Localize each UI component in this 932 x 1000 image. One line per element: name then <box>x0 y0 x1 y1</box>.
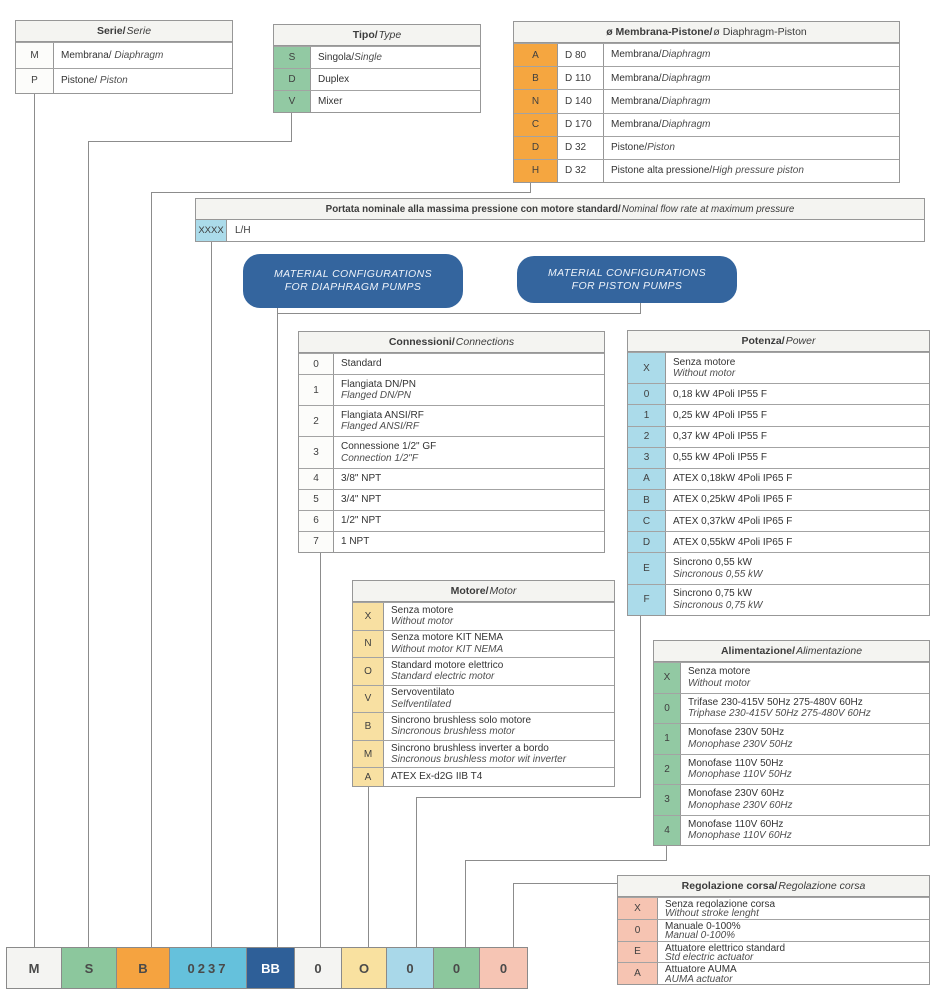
code-cell: V <box>274 91 311 112</box>
code-cell: 7 <box>299 532 334 552</box>
description-cell: 0,37 kW 4Poli IP55 F <box>673 430 767 442</box>
description-cell: 3/4" NPT <box>341 493 382 505</box>
diaphragm-piston-table-header: ø Membrana-Pistone/ ø Diaphragm-Piston <box>514 22 899 43</box>
flow-rate-unit: L/H <box>235 225 251 236</box>
description-cell: Monofase 110V 50Hz Monophase 110V 50Hz <box>688 757 792 781</box>
code-cell: N <box>353 631 384 658</box>
code-cell: X <box>628 353 666 383</box>
description-cell: Monofase 110V 60Hz Monophase 110V 60Hz <box>688 818 792 842</box>
flow-rate-row <box>196 220 924 241</box>
code-cell: 3 <box>654 785 681 815</box>
code-cell: 5 <box>299 490 334 510</box>
connector-line <box>465 860 466 947</box>
table-row <box>628 510 929 531</box>
code-cell: 4 <box>654 816 681 846</box>
connector-line <box>88 141 89 947</box>
size-cell: D 80 <box>558 44 604 66</box>
table-row <box>628 426 929 447</box>
connector-line <box>416 797 417 947</box>
description-cell: ATEX 0,25kW 4Poli IP65 F <box>673 494 793 506</box>
code-cell: 3 <box>299 437 334 467</box>
table-row <box>353 630 614 658</box>
connector-line <box>513 883 514 947</box>
code-cell: M <box>353 741 384 768</box>
description-cell: Attuatore AUMA AUMA actuator <box>665 964 737 983</box>
table-row <box>618 962 929 984</box>
code-segment: 0 <box>294 947 342 989</box>
table-row <box>654 662 929 693</box>
motor-table <box>352 580 615 787</box>
connector-line <box>88 141 292 142</box>
connector-line <box>151 192 531 193</box>
stroke-adjustment-table-header: Regolazione corsa/ Regolazione corsa <box>618 876 929 897</box>
stroke-adjustment-table <box>617 875 930 985</box>
table-row <box>628 404 929 425</box>
connector-line <box>320 553 321 947</box>
code-segment: M <box>6 947 62 989</box>
code-segment: B <box>116 947 170 989</box>
connector-line <box>277 313 641 314</box>
connector-line <box>416 797 641 798</box>
material-config-diaphragm-label: MATERIAL CONFIGURATIONS FOR DIAPHRAGM PUMPS <box>274 268 432 293</box>
description-cell: Senza motore Without motor <box>391 604 454 628</box>
table-row <box>514 66 899 89</box>
code-cell: 0 <box>628 384 666 404</box>
table-row <box>299 374 604 405</box>
table-row <box>654 784 929 815</box>
description-cell: Membrana/Diaphragm <box>611 95 711 107</box>
table-row <box>514 89 899 112</box>
table-row <box>353 767 614 786</box>
connector-line <box>640 303 641 313</box>
description-cell: Pistone/Piston <box>611 142 675 154</box>
table-row <box>628 352 929 383</box>
motor-table-header: Motore/ Motor <box>353 581 614 602</box>
table-row <box>299 468 604 489</box>
code-cell: C <box>628 511 666 531</box>
code-cell: 0 <box>618 920 658 941</box>
code-cell: 3 <box>628 448 666 468</box>
code-cell: F <box>628 585 666 615</box>
code-cell: D <box>274 69 311 90</box>
power-supply-table-header: Alimentazione/ Alimentazione <box>654 641 929 662</box>
power-table-header: Potenza/ Power <box>628 331 929 352</box>
size-cell: D 110 <box>558 67 604 89</box>
connections-table-header: Connessioni/ Connections <box>299 332 604 353</box>
code-cell: X <box>654 663 681 693</box>
code-cell: C <box>514 114 558 136</box>
code-cell: S <box>274 47 311 68</box>
description-cell: Membrana/Diaphragm <box>611 72 711 84</box>
table-row <box>618 897 929 919</box>
flow-rate-code-cell: XXXX <box>196 220 227 241</box>
table-row <box>299 405 604 436</box>
code-cell: A <box>514 44 558 66</box>
code-cell: X <box>353 603 384 630</box>
table-row <box>654 754 929 785</box>
description-cell: 0,25 kW 4Poli IP55 F <box>673 409 767 421</box>
code-cell: A <box>353 768 384 786</box>
table-row <box>353 685 614 713</box>
table-row <box>299 353 604 374</box>
flow-rate-band-header: Portata nominale alla massima pressione con motore standard/ Nominal flow rate at maximum pressure <box>196 199 924 220</box>
connector-line <box>291 113 292 141</box>
code-cell: O <box>353 658 384 685</box>
table-row <box>628 447 929 468</box>
material-config-piston-label: MATERIAL CONFIGURATIONS FOR PISTON PUMPS <box>548 266 706 292</box>
description-cell: Membrana/ Diaphragm <box>61 49 164 61</box>
code-cell: 1 <box>299 375 334 405</box>
description-cell: Pistone alta pressione/High pressure piston <box>611 165 804 177</box>
connector-line <box>34 94 35 947</box>
table-row <box>16 42 232 68</box>
code-cell: 1 <box>654 724 681 754</box>
code-segment: 0237 <box>169 947 247 989</box>
description-cell: Connessione 1/2" GF Connection 1/2"F <box>341 441 437 464</box>
connector-line <box>666 846 667 860</box>
serie-table-header: Serie/ Serie <box>16 21 232 42</box>
description-cell: Monofase 230V 50Hz Monophase 230V 50Hz <box>688 727 793 750</box>
description-cell: ATEX 0,18kW 4Poli IP65 F <box>673 473 793 485</box>
code-cell: V <box>353 686 384 713</box>
size-cell: D 140 <box>558 90 604 112</box>
description-cell: Membrana/Diaphragm <box>611 118 711 130</box>
description-cell: Manuale 0-100% Manual 0-100% <box>665 920 741 940</box>
table-row <box>299 531 604 552</box>
code-cell: P <box>16 69 54 94</box>
code-cell: B <box>353 713 384 740</box>
connector-line <box>465 860 667 861</box>
code-cell: M <box>16 43 54 68</box>
code-segment: 0 <box>479 947 528 989</box>
code-cell: 2 <box>299 406 334 436</box>
code-segment: 0 <box>433 947 480 989</box>
description-cell: Senza motore Without motor <box>688 666 751 689</box>
connector-line <box>513 883 617 884</box>
code-cell: B <box>628 490 666 510</box>
power-supply-table <box>653 640 930 846</box>
table-row <box>654 723 929 754</box>
diaphragm-piston-table <box>513 21 900 183</box>
code-segment: BB <box>246 947 295 989</box>
connector-line <box>640 616 641 797</box>
code-cell: 2 <box>628 427 666 447</box>
size-cell: D 32 <box>558 160 604 182</box>
table-row <box>618 919 929 941</box>
description-cell: ATEX 0,37kW 4Poli IP65 F <box>673 515 793 527</box>
description-cell: Membrana/Diaphragm <box>611 49 711 61</box>
description-cell: 0,55 kW 4Poli IP55 F <box>673 452 767 464</box>
table-row <box>628 584 929 615</box>
code-cell: E <box>628 553 666 583</box>
description-cell: Attuatore elettrico standard Std electric actuator <box>665 942 786 962</box>
connector-line <box>277 308 278 947</box>
tipo-table-header: Tipo/ Type <box>274 25 480 46</box>
table-row <box>618 941 929 963</box>
size-cell: D 32 <box>558 137 604 159</box>
table-row <box>353 712 614 740</box>
code-cell: E <box>618 942 658 963</box>
code-segment: O <box>341 947 387 989</box>
description-cell: 1 NPT <box>341 536 370 548</box>
code-cell: 6 <box>299 511 334 531</box>
table-row <box>274 46 480 68</box>
table-row <box>353 602 614 630</box>
table-row <box>274 68 480 90</box>
description-cell: Mixer <box>318 95 343 107</box>
table-row <box>299 489 604 510</box>
code-cell: 1 <box>628 405 666 425</box>
table-row <box>299 436 604 467</box>
description-cell: Senza regolazione corsa Without stroke lenght <box>665 899 776 918</box>
tipo-table <box>273 24 481 113</box>
description-cell: Duplex <box>318 73 350 85</box>
table-row <box>514 43 899 66</box>
description-cell: Standard motore elettrico Standard electric motor <box>391 659 504 683</box>
connector-line <box>530 183 531 192</box>
code-cell: 4 <box>299 469 334 489</box>
size-cell: D 170 <box>558 114 604 136</box>
table-row <box>628 552 929 583</box>
description-cell: Pistone/ Piston <box>61 75 128 86</box>
description-cell: 0,18 kW 4Poli IP55 F <box>673 388 767 400</box>
description-cell: Sincrono brushless solo motore Sincronous brushless motor <box>391 714 532 738</box>
table-row <box>514 159 899 182</box>
code-cell: X <box>618 898 658 919</box>
description-cell: Flangiata DN/PN Flanged DN/PN <box>341 378 417 402</box>
description-cell: Standard <box>341 358 382 370</box>
description-cell: Singola/Single <box>318 51 382 63</box>
description-cell: Servoventilato Selfventilated <box>391 687 455 710</box>
code-cell: B <box>514 67 558 89</box>
connector-line <box>368 787 369 947</box>
power-table <box>627 330 930 616</box>
description-cell: Senza motore Without motor <box>673 356 736 380</box>
description-cell: 1/2" NPT <box>341 515 382 527</box>
connections-table <box>298 331 605 553</box>
connector-line <box>151 192 152 947</box>
flow-rate-band <box>195 198 925 242</box>
code-cell: D <box>514 137 558 159</box>
description-cell: 3/8" NPT <box>341 472 382 484</box>
material-config-piston-box <box>517 256 737 303</box>
code-segment: S <box>61 947 117 989</box>
table-row <box>299 510 604 531</box>
table-row <box>628 468 929 489</box>
table-row <box>628 489 929 510</box>
description-cell: ATEX Ex-d2G IIB T4 <box>391 771 483 783</box>
serie-table <box>15 20 233 94</box>
table-row <box>628 383 929 404</box>
table-row <box>628 531 929 552</box>
code-segment: 0 <box>386 947 434 989</box>
description-cell: ATEX 0,55kW 4Poli IP65 F <box>673 536 793 548</box>
code-cell: H <box>514 160 558 182</box>
code-cell: N <box>514 90 558 112</box>
table-row <box>353 657 614 685</box>
code-cell: 0 <box>299 354 334 374</box>
table-row <box>514 136 899 159</box>
table-row <box>654 693 929 724</box>
description-cell: Senza motore KIT NEMA Without motor KIT NEMA <box>391 632 504 655</box>
material-config-diaphragm-box <box>243 254 463 308</box>
code-cell: A <box>628 469 666 489</box>
description-cell: Sincrono 0,55 kW Sincronous 0,55 kW <box>673 557 763 580</box>
code-cell: 0 <box>654 694 681 724</box>
table-row <box>274 90 480 112</box>
table-row <box>16 68 232 94</box>
description-cell: Trifase 230-415V 50Hz 275-480V 60Hz Triphase 230-415V 50Hz 275-480V 60Hz <box>688 696 871 720</box>
description-cell: Flangiata ANSI/RF Flanged ANSI/RF <box>341 409 424 433</box>
table-row <box>654 815 929 846</box>
description-cell: Sincrono 0,75 kW Sincronous 0,75 kW <box>673 588 763 611</box>
code-cell: A <box>618 963 658 984</box>
code-cell: D <box>628 532 666 552</box>
table-row <box>353 740 614 768</box>
description-cell: Sincrono brushless inverter a bordo Sincronous brushless motor wit inverter <box>391 742 567 765</box>
code-cell: 2 <box>654 755 681 785</box>
description-cell: Monofase 230V 60Hz Monophase 230V 60Hz <box>688 788 793 811</box>
connector-line <box>211 242 212 947</box>
table-row <box>514 113 899 136</box>
